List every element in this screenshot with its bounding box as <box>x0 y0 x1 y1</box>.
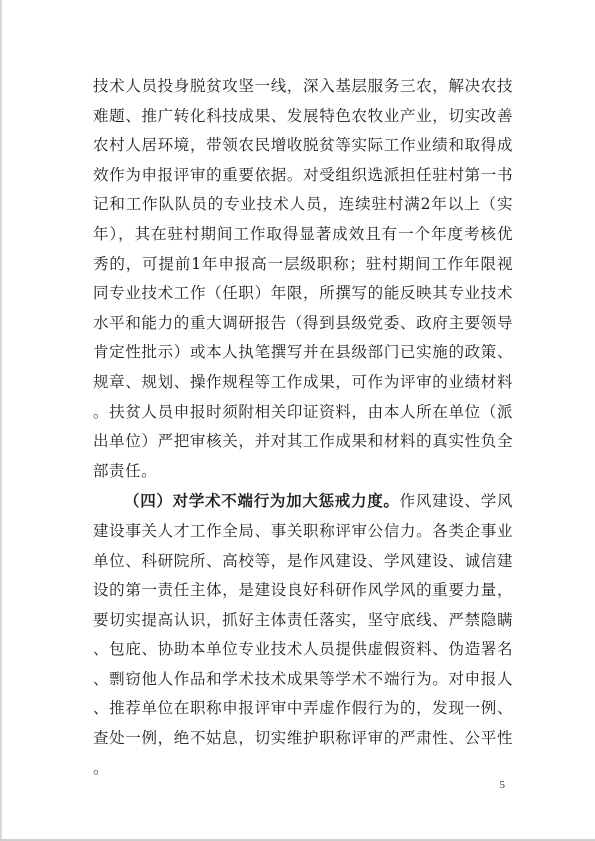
page-left-edge <box>0 0 2 841</box>
page-content <box>93 72 513 783</box>
paragraph-academic-misconduct <box>93 486 513 783</box>
section-heading-4: （四）对学术不端行为加大惩戒力度。 <box>124 491 400 511</box>
page-number: 5 <box>499 779 505 791</box>
paragraph-academic-misconduct-text: 作风建设、学风建设事关人才工作全局、事关职称评审公信力。各类企事业单位、科研院所、高校等，是作风建设、学风建设、诚信建设的第一责任主体，是建设良好科研作风学风的重要力量，要切实提高认识，抓好主体责任落实，坚守底线、严禁隐瞒、包庇、协助本单位专业技术人员提供虚假资料、伪造署名、剽窃他人作品和学术技术成果等学术不端行为。对申报人、推荐单位在职称申报评审中弄虚作假行为的，发现一例、查处一例，绝不姑息，切实维护职称评审的严肃性、公平性。 <box>93 492 513 777</box>
paragraph-poverty-alleviation: 技术人员投身脱贫攻坚一线，深入基层服务三农，解决农技难题、推广转化科技成果、发展特色农牧业产业，切实改善农村人居环境，带领农民增收脱贫等实际工作业绩和取得成效作为申报评审的重要依据。对受组织选派担任驻村第一书记和工作队队员的专业技术人员，连续驻村满2年以上（实年），其在驻村期间工作取得显著成效且有一个年度考核优秀的，可提前1年申报高一层级职称；驻村期间工作年限视同专业技术工作（任职）年限，所撰写的能反映其专业技术水平和能力的重大调研报告（得到县级党委、政府主要领导肯定性批示）或本人执笔撰写并在县级部门已实施的政策、规章、规划、操作规程等工作成果，可作为评审的业绩材料。扶贫人员申报时须附相关印证资料，由本人所在单位（派出单位）严把审核关，并对其工作成果和材料的真实性负全部责任。 <box>93 77 513 480</box>
